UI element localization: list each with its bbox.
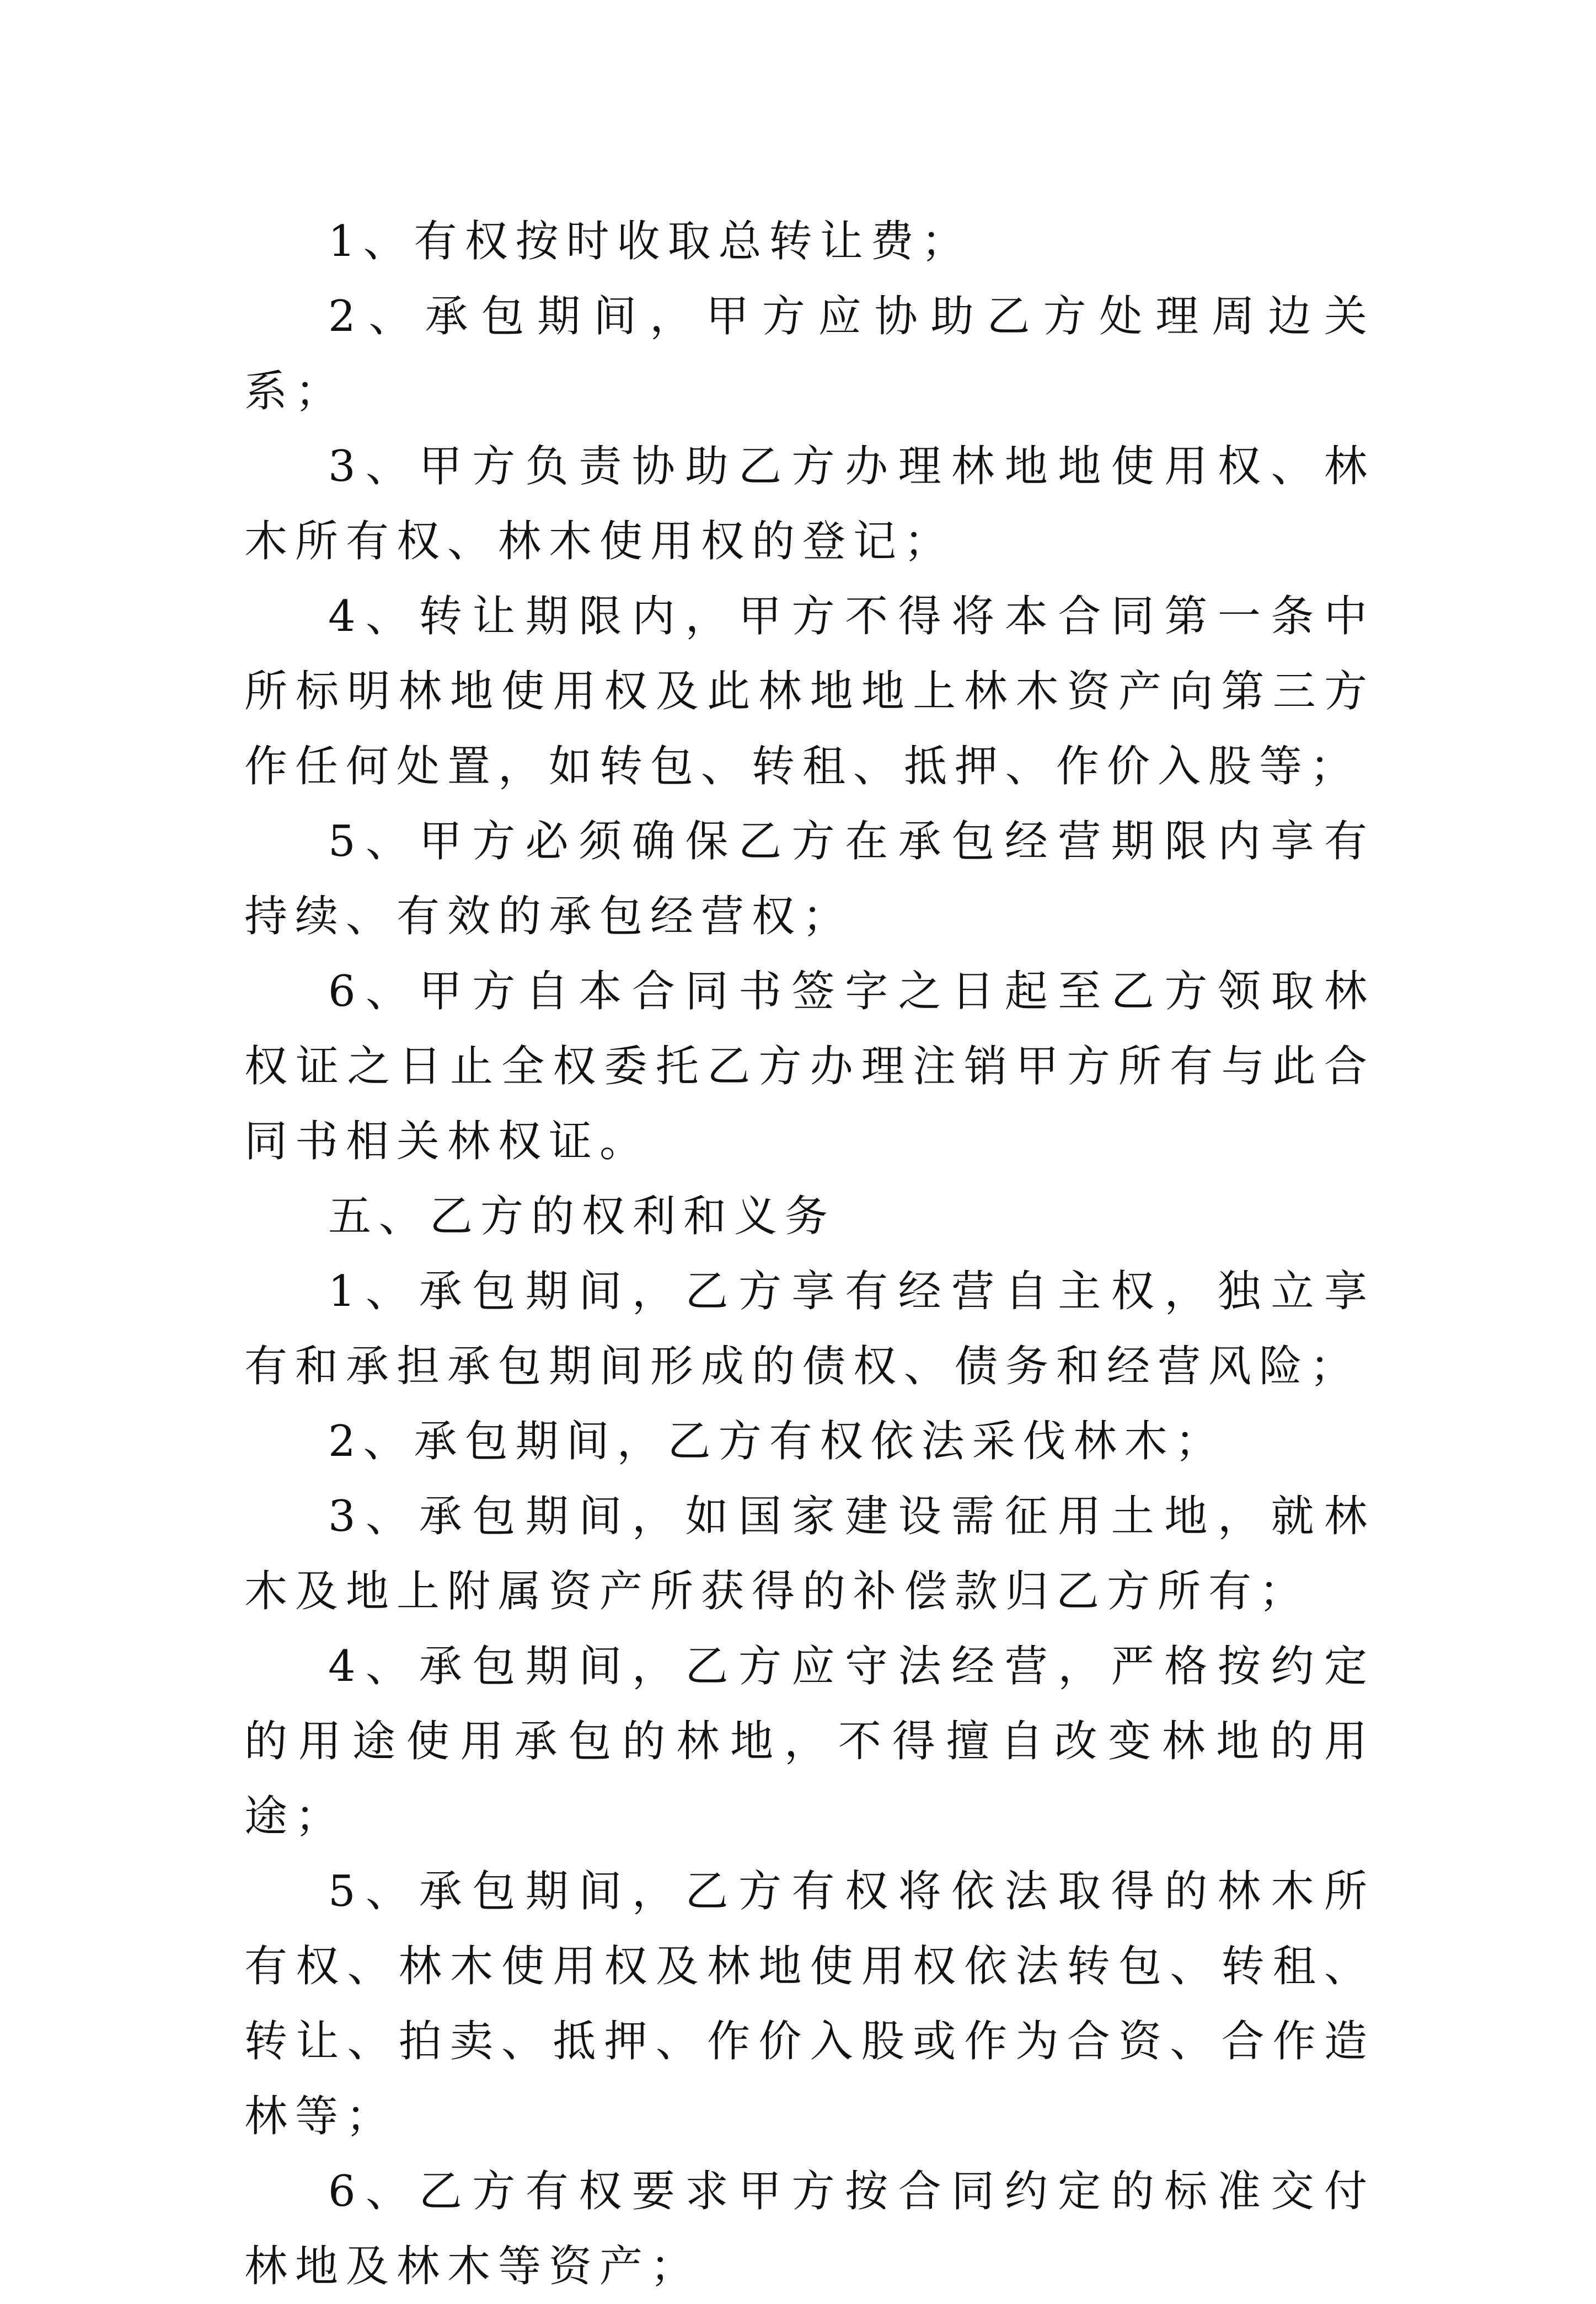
clause-5-5: 5、承包期间，乙方有权将依法取得的林木所有权、林木使用权及林地使用权依法转包、转租、转让、拍卖、抵押、作价入股或作为合资、合作造林等； [244,1867,1375,2141]
clause-4-6: 6、甲方自本合同书签字之日起至乙方领取林权证之日止全权委托乙方办理注销甲方所有与此合同书相关林权证。 [244,967,1375,1166]
clause-5-6: 6、乙方有权要求甲方按合同约定的标准交付林地及林木等资产； [244,2167,1375,2291]
clause-4-2: 2、承包期间，甲方应协助乙方处理周边关系； [244,292,1375,416]
clause-5-2: 2、承包期间，乙方有权依法采伐林木； [328,1417,1226,1466]
section-heading: 五、乙方的权利和义务 [328,1192,836,1241]
document-page [244,204,1375,2304]
clause-4-1: 1、有权按时收取总转让费； [328,217,972,266]
clause-5-1: 1、承包期间，乙方享有经营自主权，独立享有和承担承包期间形成的债权、债务和经营风险； [244,1267,1375,1391]
clause-5-4: 4、承包期间，乙方应守法经营，严格按约定的用途使用承包的林地，不得擅自改变林地的用途； [244,1642,1375,1841]
clause-4-3: 3、甲方负责协助乙方办理林地地使用权、林木所有权、林木使用权的登记； [244,442,1375,566]
clause-4-4: 4、转让期限内，甲方不得将本合同第一条中所标明林地使用权及此林地地上林木资产向第三方作任何处置，如转包、转租、抵押、作价入股等； [244,592,1375,791]
clause-5-3: 3、承包期间，如国家建设需征用土地，就林木及地上附属资产所获得的补偿款归乙方所有； [244,1492,1375,1616]
clause-4-5: 5、甲方必须确保乙方在承包经营期限内享有持续、有效的承包经营权； [244,817,1375,941]
